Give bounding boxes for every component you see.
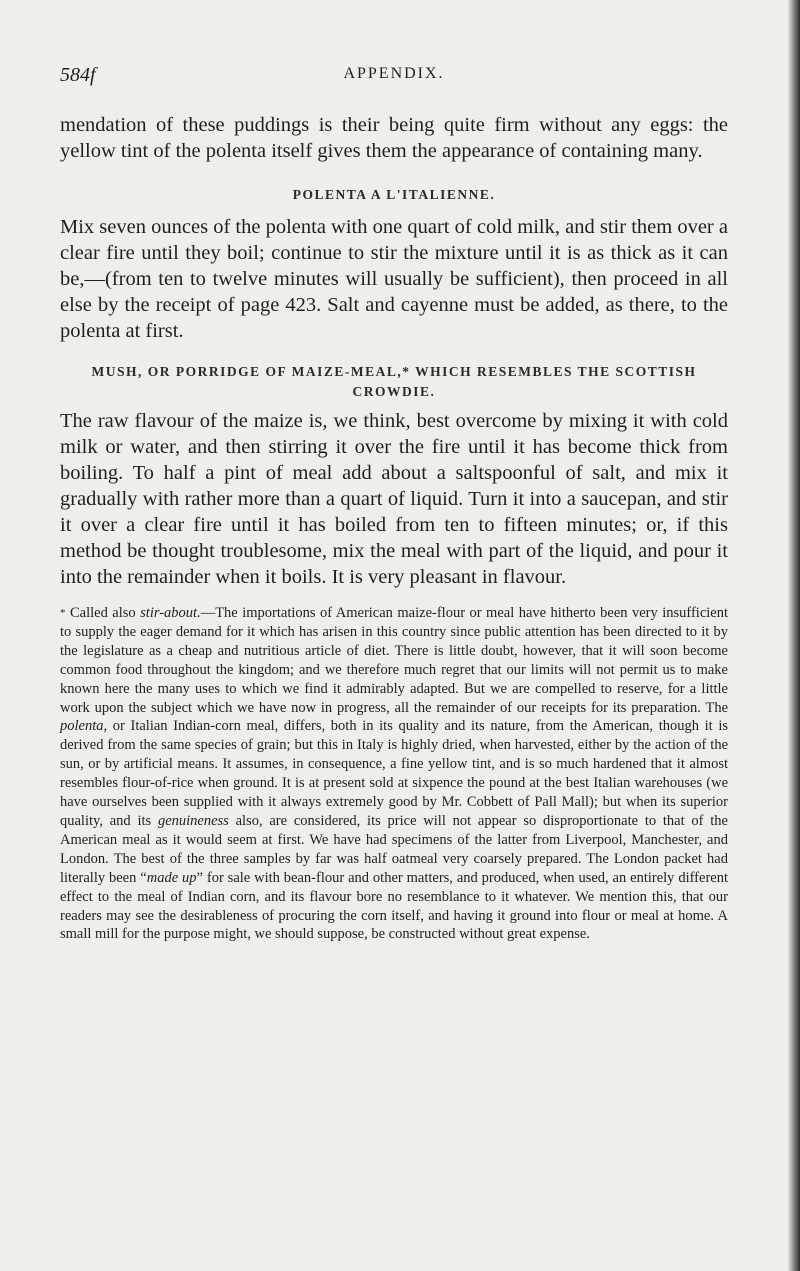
footnote-text-1: —The importations of American maize-flour or meal have hitherto been very insufficient to supply the eager demand for it which has arisen in this country since public attention has been directed to it by the legislature as a cheap and nutritious article of diet. There is little doubt, however, that it will soon become common food throughout the kingdom; and we therefore much regret that our limits will not permit us to make known here the many uses to which we find it admirably adapted. But we are compelled to reserve, for a little work upon the subject which we have now in progress, all the remainder of our receipts for its preparation. The	[60, 605, 728, 716]
footnote-text-4: ” for sale with bean-flour and other matters, and produced, when used, an entirely different effect to the meal of Indian corn, and its flavour bore no resemblance to it whatever. We mention this, that our readers may see the desirableness of procuring the corn itself, and having it ground into flour or meal at home. A small mill for the purpose might, we should suppose, be constructed without great expense.	[60, 869, 728, 943]
footnote-lead: Called also	[69, 605, 136, 621]
footnote	[60, 604, 728, 944]
footnote-term-genuineness: genuineness	[157, 812, 229, 829]
section-heading-polenta: POLENTA A L'ITALIENNE.	[292, 187, 496, 202]
footnote-text-2: or Italian Indian-corn meal, differs, both in its quality and its nature, from the American, though it is derived from the same species of grain; but this in Italy is highly dried, when harvested, either by the action of the sun, or by artificial means. It assumes, in consequence, a fine yellow tint, and is so much hardened that it almost resembles flour-of-rice when ground. It is at present sold at sixpence the pound at the best Italian warehouses (we have ourselves been supplied with it always extremely good by Mr. Cobbett of Pall Mall); but when its superior quality, and its	[60, 718, 728, 829]
footnote-marker: *	[60, 607, 66, 619]
footnote-term-stir-about: stir-about.	[140, 605, 201, 621]
footnote-term-made-up: made up	[146, 869, 197, 886]
running-head	[60, 64, 728, 88]
footnote-text-3: also, are considered, its price will not appear so disproportionate to that of the American meal as it would seem at first. We have had specimens of the latter from Liverpool, Manchester, and London. The best of the three samples by far was half oatmeal very coarsely prepared. The London packet had literally been “	[60, 812, 728, 886]
page-edge-shadow	[788, 0, 800, 1271]
mush-recipe-paragraph: The raw flavour of the maize is, we think, best overcome by mixing it with cold milk or water, and then stirring it over the fire until it has become thick from boiling. To half a pint of meal add about a saltspoonful of salt, and mix it gradually with rather more than a quart of liquid. Turn it into a saucepan, and stir it over a clear fire until it has boiled from ten to fifteen minutes; or, if this method be thought troublesome, mix the meal with part of the liquid, and pour it into the remainder when it boils. It is very pleasant in flavour.	[60, 410, 728, 588]
page-number: 584f	[60, 64, 96, 86]
polenta-recipe-paragraph: Mix seven ounces of the polenta with one quart of cold milk, and stir them over a clear fire until they boil; continue to stir the mixture until it is as thick as it can be,—(from ten to twelve minutes will usually be sufficient), then proceed in all else by the receipt of page 423. Salt and cayenne must be added, as there, to the polenta at first.	[60, 216, 728, 342]
footnote-term-polenta: polenta,	[60, 718, 108, 735]
header-title: APPENDIX.	[343, 65, 445, 82]
section-heading-mush: MUSH, OR PORRIDGE OF MAIZE-MEAL,* WHICH RESEMBLES THE SCOTTISH CROWDIE.	[91, 364, 697, 399]
body-text	[60, 112, 728, 944]
opening-paragraph: mendation of these puddings is their being quite firm without any eggs: the yellow tint of the polenta itself gives them the appearance of containing many.	[60, 114, 728, 162]
